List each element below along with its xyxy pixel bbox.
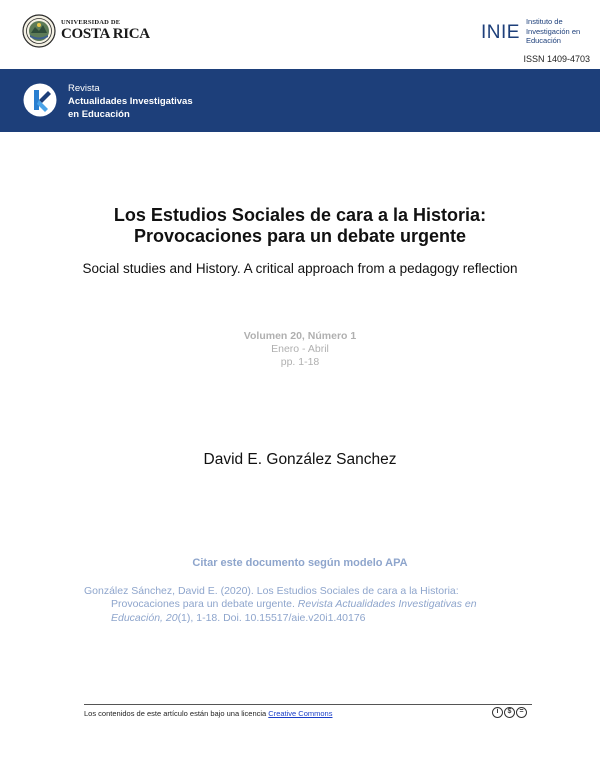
citation-heading: Citar este documento según modelo APA — [192, 557, 408, 569]
citation-doi: (1), 1-18. Doi. 10.15517/aie.v20i1.40176 — [177, 611, 366, 624]
title-line2: Provocaciones para un debate urgente — [133, 226, 467, 246]
citation-journal: Revista Actualidades Investigativas en — [297, 598, 477, 611]
banner-line3: en Educación — [68, 109, 130, 120]
article-title — [0, 205, 600, 247]
cc-nc-icon: $ — [504, 707, 515, 718]
volume-pages: pp. 1-18 — [280, 356, 320, 368]
footer-license-text: Los contenidos de este artículo están bajo una licencia — [84, 709, 269, 718]
footer-license — [84, 709, 332, 718]
journal-logo-icon — [23, 83, 57, 117]
inie-line2: Investigación en — [525, 26, 581, 36]
ucr-logo-line1: UNIVERSIDAD DE — [61, 18, 121, 26]
citation-line3 — [84, 612, 531, 625]
footer-divider — [84, 704, 532, 705]
article-author: David E. González Sanchez — [203, 451, 397, 468]
inie-line3: Educación — [525, 36, 561, 45]
ucr-logo-line2: COSTA RICA — [61, 26, 150, 43]
cc-by-icon: i — [492, 707, 503, 718]
volume-info — [0, 330, 600, 369]
citation-line2-a: Provocaciones para un debate urgente. — [111, 598, 298, 611]
inie-logo — [481, 17, 580, 46]
ucr-logo — [22, 14, 150, 48]
citation-line1: González Sánchez, David E. (2020). Los Estudios Sociales de cara a la Historia: — [84, 585, 459, 597]
inie-line1: Instituto de — [525, 17, 563, 26]
ucr-seal-icon — [22, 14, 56, 48]
citation-line2 — [84, 598, 531, 611]
inie-mark: INIE — [481, 22, 520, 43]
journal-banner — [0, 69, 600, 132]
volume-number: Volumen 20, Número 1 — [243, 330, 357, 342]
title-line1: Los Estudios Sociales de cara a la Historia: — [113, 205, 487, 225]
banner-line2: Actualidades Investigativas — [68, 96, 193, 107]
citation-body — [84, 585, 531, 625]
creative-commons-link[interactable]: Creative Commons — [268, 709, 333, 718]
cc-icon: = — [516, 707, 527, 718]
volume-period: Enero - Abril — [271, 343, 329, 355]
issn: ISSN 1409-4703 — [523, 54, 590, 64]
banner-line1: Revista — [68, 83, 100, 94]
cc-license-icons — [492, 707, 527, 718]
citation-journal-volume: Educación, 20 — [111, 611, 178, 624]
article-subtitle: Social studies and History. A critical approach from a pedagogy reflection — [82, 261, 518, 276]
